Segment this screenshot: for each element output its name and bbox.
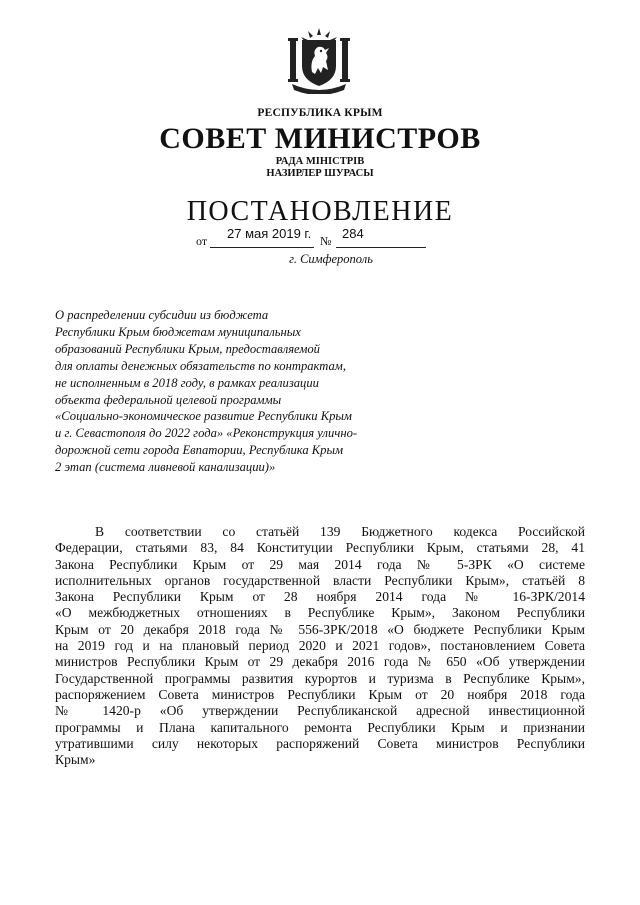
subject-line: образований Республики Крым, предоставляемой [55,341,320,356]
subject-line: дорожной сети города Евпатории, Республика Крым [55,443,344,458]
ukrainian-council-name: РАДА МІНІСТРІВ [275,156,365,167]
preamble-paragraph [55,524,585,768]
paragraph-line: В соответствии со статьёй 139 Бюджетного кодекса Российской [95,524,585,539]
number-underline [336,247,426,248]
paragraph-line: Крым» [55,752,96,768]
city-name: г. Симферополь [289,252,373,266]
paragraph-line: Закона Республики Крым от 28 ноября 2014 года № 16-ЗРК/2014 [55,589,585,605]
paragraph-line: Федерации, статьями 83, 84 Конституции Республики Крым, статьями 28, 41 [55,540,585,556]
date-prefix-label: от [196,234,208,248]
date-number-row [196,223,426,249]
republic-heading: РЕСПУБЛИКА КРЫМ [257,107,383,119]
subject-line: объекта федеральной целевой программы [55,392,282,407]
paragraph-line: Закона Республики Крым от 29 мая 2014 года № 5-ЗРК «О системе [55,556,585,572]
paragraph-line: на 2019 год и на плановый период 2020 и 2021 годов», постановлением Совета [55,638,585,654]
council-of-ministers-heading: СОВЕТ МИНИСТРОВ [159,122,481,155]
paragraph-line: Государственной программы развития курортов и туризма в Республике Крым», [55,670,585,686]
subject-line: не исполненным в 2018 году, в рамках реализации [55,375,319,390]
subject-line: 2 этап (система ливневой канализации)» [55,460,276,475]
paragraph-line: программы и Плана капитального ремонта Республики Крым и признании [55,719,585,735]
decree-title: ПОСТАНОВЛЕНИЕ [186,196,454,227]
paragraph-line: Крым от 20 декабря 2018 года № 556-ЗРК/2018 «О бюджете Республики Крым [55,621,585,637]
paragraph-line: «О межбюджетных отношениях в Республике Крым», Законом Республики [55,605,585,621]
subject-line: и г. Севастополя до 2022 года» «Реконструкция улично- [55,426,358,441]
paragraph-line: министров Республики Крым от 29 декабря 2016 года № 650 «Об утверждении [55,654,585,670]
subject-line: для оплаты денежных обязательств по контрактам, [55,358,346,373]
date-underline [210,247,314,248]
number-sign-label: № [320,234,332,248]
paragraph-line: утратившими силу некоторых распоряжений Совета министров Республики [55,735,585,751]
crimean-tatar-council-name: НАЗИРЛЕР ШУРАСЫ [266,168,374,179]
paragraph-line: № 1420-р «Об утверждении Республиканской адресной инвестиционной [55,703,585,719]
paragraph-line: исполнительных органов государственной власти Республики Крым», статьёй 8 [55,572,585,588]
subject-line: «Социально-экономическое развитие Республики Крым [55,409,352,424]
decree-subject [55,307,455,476]
subject-line: О распределении субсидии из бюджета [55,308,269,322]
subject-line: Республики Крым бюджетам муниципальных [55,324,301,339]
crimea-coat-of-arms-emblem [288,26,350,94]
decree-number: 284 [342,226,364,241]
paragraph-line: распоряжением Совета министров Республики Крым от 20 ноября 2018 года [55,686,585,702]
decree-date: 27 мая 2019 г. [227,226,312,241]
